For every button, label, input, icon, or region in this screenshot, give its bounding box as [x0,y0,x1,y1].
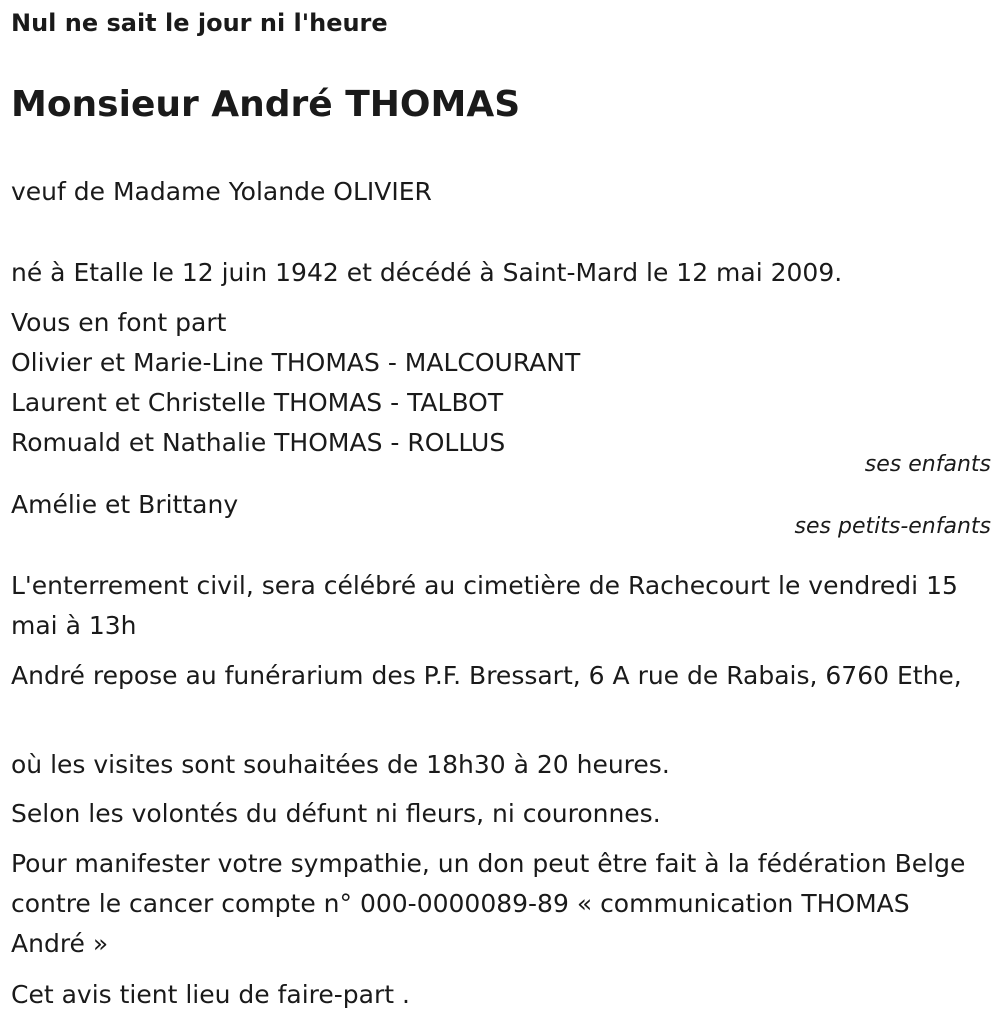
donation-paragraph: Pour manifester votre sympathie, un don peut être fait à la fédération Belge contre le cancer compte n° 000-0000089-89 « communication THOMAS André » [11,849,966,958]
visits-paragraph: où les visites sont souhaitées de 18h30 à 20 heures. [11,750,670,779]
burial-paragraph: L'enterrement civil, sera célébré au cimetière de Rachecourt le vendredi 15 mai à 13h [11,571,958,640]
child-family-2: Laurent et Christelle THOMAS - TALBOT [11,388,504,417]
grandchildren-line: Amélie et Brittany [11,490,239,519]
spouse-line: veuf de Madame Yolande OLIVIER [11,177,432,206]
closing-paragraph: Cet avis tient lieu de faire-part . [11,980,410,1009]
birth-death-line: né à Etalle le 12 juin 1942 et décédé à Saint-Mard le 12 mai 2009. [11,258,843,287]
deceased-name: Monsieur André THOMAS [11,84,521,125]
child-family-1: Olivier et Marie-Line THOMAS - MALCOURANT [11,348,581,377]
children-label: ses enfants [864,452,991,477]
notice-header: Nul ne sait le jour ni l'heure [11,9,388,37]
announcement-intro: Vous en font part [11,308,227,337]
wishes-paragraph: Selon les volontés du défunt ni fleurs, ni couronnes. [11,799,661,828]
child-family-3: Romuald et Nathalie THOMAS - ROLLUS [11,428,506,457]
rest-place-paragraph: André repose au funérarium des P.F. Bressart, 6 A rue de Rabais, 6760 Ethe, [11,661,962,690]
grandchildren-label: ses petits-enfants [794,514,991,539]
